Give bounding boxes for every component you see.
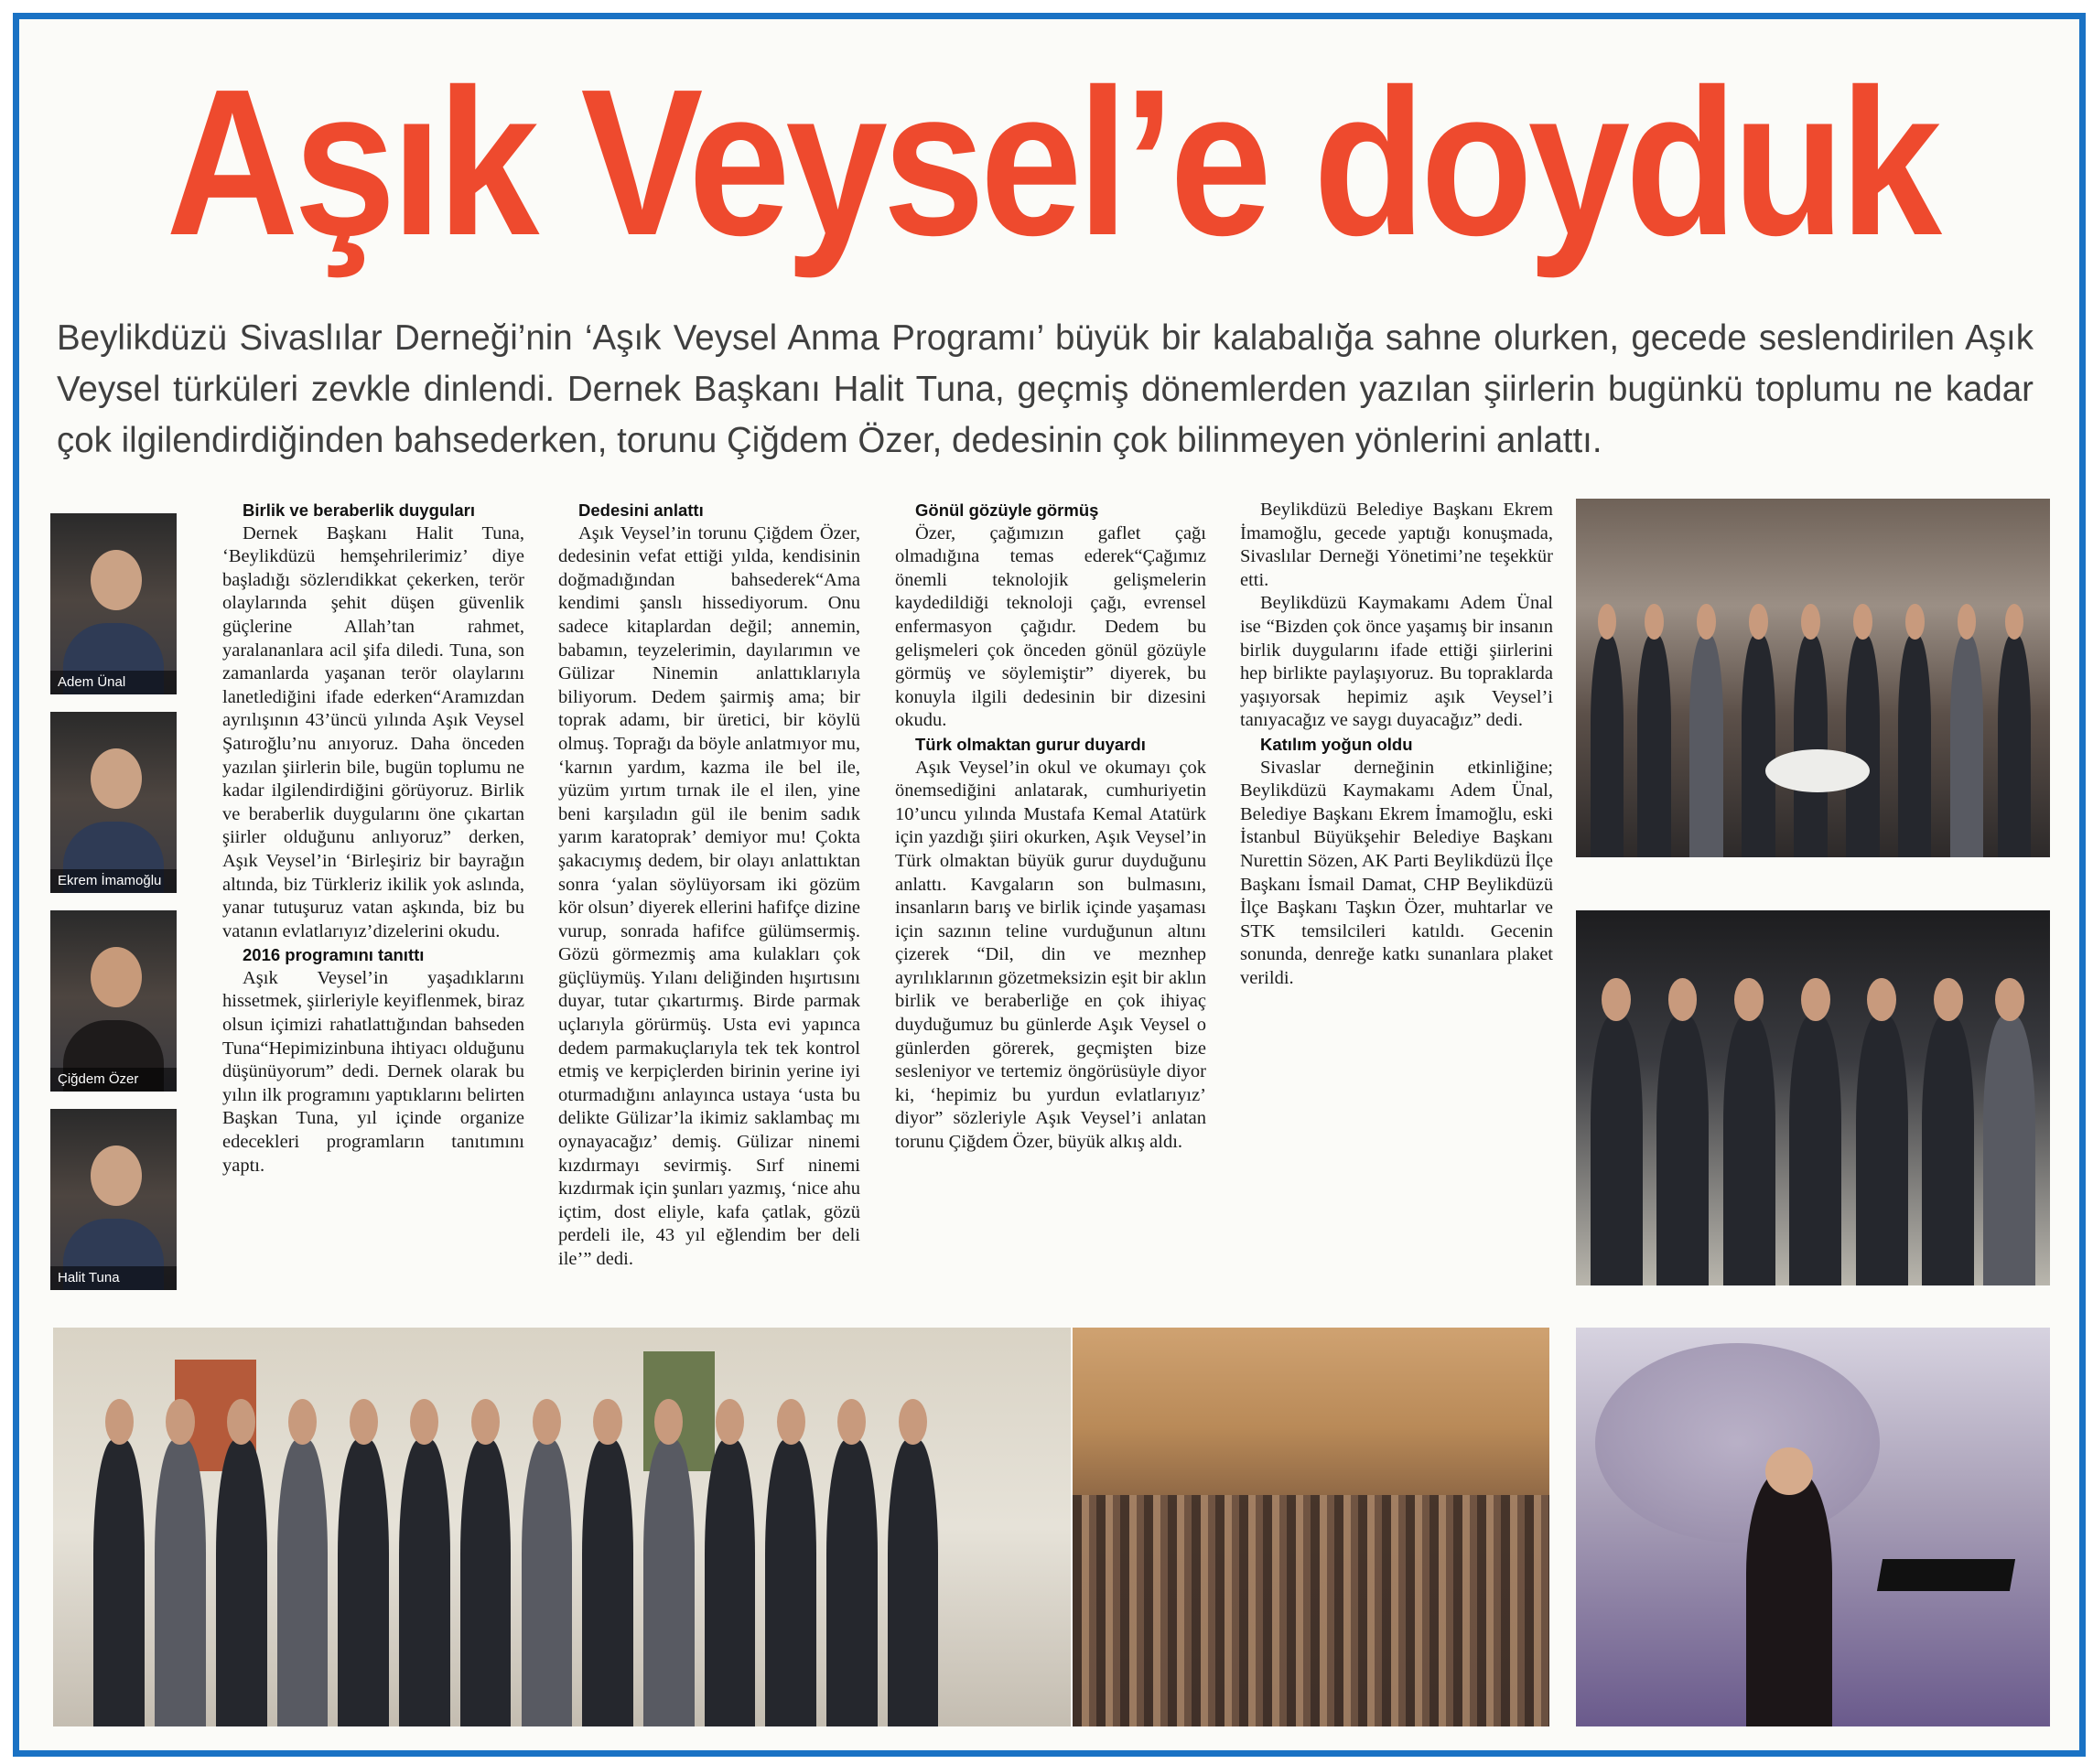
article-column-3: [895, 499, 1206, 1155]
article-column-4: [1240, 499, 1553, 990]
subheading: 2016 programını tanıttı: [243, 945, 425, 965]
portrait-cigdem-ozer: [50, 910, 177, 1092]
paragraph: Özer, çağımızın gaflet çağı olmadığına temas ederek“Çağımız önemli teknolojik gelişmelerin kaydedildiği teknoloji çağı, evrensel enfermasyon çağıdır. Dedem bu gelişmeleri çok önceden gönül gözüyle görmüş ve söylemiştir” diyerek, bu konuyla ilgili dedesinin bir dizesini okudu.: [895, 522, 1206, 731]
subheading: Dedesini anlattı: [578, 500, 704, 520]
subheading: Türk olmaktan gurur duyardı: [915, 734, 1146, 754]
lead-paragraph: Beylikdüzü Sivaslılar Derneği’nin ‘Aşık Veysel Anma Programı’ büyük bir kalabalığa sahne olurken, gecede seslendirilen Aşık Veysel türküleri zevkle dinlendi. Dernek Başkanı Halit Tuna, geçmiş dönemlerden yazılan şiirlerin bugünkü toplumu ne kadar çok ilgilendirdiğinden bahsederken, torunu Çiğdem Özer, dedesinin çok bilinmeyen yönlerini anlattı.: [57, 318, 2034, 460]
portrait-adem-unal: [50, 513, 177, 694]
photo-group-exhibition: [53, 1328, 1071, 1726]
portrait-caption: Adem Ünal: [50, 671, 177, 694]
portrait-halit-tuna: [50, 1109, 177, 1290]
portrait-caption: Halit Tuna: [50, 1266, 177, 1290]
paragraph: Beylikdüzü Belediye Başkanı Ekrem İmamoğlu, gecede yaptığı konuşmada, Sivaslılar Derneği Yönetimi’ne teşekkür etti.: [1240, 500, 1553, 590]
photo-crowded-hall: [1073, 1328, 1549, 1726]
paragraph: Aşık Veysel’in okul ve okumayı çok önemsediğini anlatarak, cumhuriyetin 10’uncu yılında Mustafa Kemal Atatürk için yazdığı şiiri okurken, Aşık Veysel’in Türk olmaktan büyük gurur duyduğunu anlattı. Kavgaların son bulmasını, insanların barış ve birlik içinde yaşaması için sazının teline vurduğunun altını çizerek “Dil, din ve meznhep ayrılıklarının gözetmeksizin eşit bir aklın birlik ve beraberliğe en çok ihiyaç duyduğumuz bu günlerde Aşık Veysel o günlerden görerek, geçmişten bize sesleniyor ve tertemiz öngörüsüyle diyor ki, ‘hepimiz bu yurdun evlatlarıyız’ diyor” sözleriyle Aşık Veysel’i anlatan torunu Çiğdem Özer, büyük alkış aldı.: [895, 757, 1206, 1153]
portrait-caption: Çiğdem Özer: [50, 1068, 177, 1092]
subheading: Birlik ve beraberlik duyguları: [243, 500, 475, 520]
article-column-1: [222, 499, 524, 1178]
subheading: Gönül gözüyle görmüş: [915, 500, 1099, 520]
paragraph: Dernek Başkanı Halit Tuna, ‘Beylikdüzü hemşehrilerimiz’ diye başladığı sözlerıdikkat çekerken, terör olaylarında şehit düşen güvenlik güçlerine Allah’tan rahmet, yaralananlara acil şifa diledi. Tuna, son zamanlarda yaşanan terör olaylarını lanetlediğini ifade ederken“Aramızdan ayrılışının 43’üncü yılında Aşık Veysel Şatıroğlu’nu anıyoruz. Daha önceden yazılan şiirlerin bile, bugün toplumu ne kadar ilgilendirdiğini görüyoruz. Birlik ve beraberlik duygularını öne çıkartan şiirler olduğunu anlıyoruz” derken, Aşık Veysel’in ‘Birleşiriz bir bayrağın altında, biz Türkleriz ikilik yok aslında, yanar tutuşuruz vatan aşkında, biz bu vatanın evlatlarıyız’dizelerini okudu.: [222, 522, 524, 941]
portrait-ekrem-imamoglu: [50, 712, 177, 893]
portrait-caption: Ekrem İmamoğlu: [50, 869, 177, 893]
article-column-2: [558, 499, 860, 1272]
headline: Aşık Veysel’e doyduk: [166, 47, 1937, 279]
paragraph: Beylikdüzü Kaymakamı Adem Ünal ise “Bizden çok önce yaşamış bir insanın birlik duygularını ifade ettiği şiirlerini hep birlikte paylaşıyoruz. Bu topraklarda yaşıyorsak hepimiz aşık Veysel’i tanıyacağız ve saygı duyacağız” dedi.: [1240, 593, 1553, 731]
paragraph: Aşık Veysel’in torunu Çiğdem Özer, dedesinin vefat ettiği yılda, kendisinin doğmadığından bahsederek“Ama kendimi şanslı hissediyorum. Onu sadece kitaplardan değil; annemin, babamın, teyzelerimin, dayılarımın ve Gülizar Ninemin anlattıklarıyla biliyorum. Dedem şairmiş ama; bir toprak adamı, bir üretici, bir köylü olmuş. Toprağı da böyle anlatmıyor mu, ‘karnın yardım, kazma ile bel ile, yüzüm yırtım tırnak ile el ilen, yine beni karşıladın gül ile benim sadık yarım karatoprak’ demiyor mu! Çokta şakacıymış dedem, bir olayı anlattıktan sonra ‘yalan söylüyorsam iki gözüm kör olsun’ diyerek ellerini hafifçe dizine vurup, sonrada hafifce gülümsermiş. Gözü görmezmiş ama kulakları çok güçlüymüş. Yılanı deliğinden hışırtısını duyar, tutar çıkartırmış. Birde parmak uçlarıyla görürmüş. Usta evi yapınca dedem parmakuçlarıyla tek tek kontrol etmiş ve kerpiçlerden birinin yerine iyi oturmadığını anlayınca ustaya ‘usta bu delikte Gülizar’la ikimiz saklambaç mı oynayacağız’ demiş. Gülizar ninemi kızdırmayı sevirmiş. Sırf ninemi kızdırmak için şunları yazmış, ‘nice ahu içtim, dost eliyle, kafa çatlak, gözü perdeli ile, 43 yıl eğlendim ber deli ile’” dedi.: [558, 522, 860, 1269]
photo-audience-front-row: [1576, 499, 2050, 857]
paragraph: Aşık Veysel’in yaşadıklarını hissetmek, şiirleriyle keyiflenmek, biraz olsun içimizi rahatlattığından bahseden Tuna“Hepimizinbuna ihtiyacı olduğunu düşünüyorum” dedi. Dernek olarak bu yılın ilk programını yaptıklarını belirten Başkan Tuna, yıl içinde organize edecekleri programların tanıtımını yaptı.: [222, 967, 524, 1176]
paragraph: Sivaslar derneğinin etkinliğine; Beylikdüzü Kaymakamı Adem Ünal, Belediye Başkanı Ekrem İmamoğlu, eski İstanbul Büyükşehir Belediye Başkanı Nurettin Sözen, AK Parti Beylikdüzü İlçe Başkanı İsmail Damat, CHP Beylikdüzü İlçe Başkanı Taşkın Özer, muhtarlar ve STK temsilcileri katıldı. Gecenin sonunda, denreğe katkı sunanlara plaket verildi.: [1240, 757, 1553, 988]
subheading: Katılım yoğun oldu: [1260, 734, 1413, 754]
photo-officials-group: [1576, 910, 2050, 1285]
photo-singer-on-stage: [1576, 1328, 2050, 1726]
